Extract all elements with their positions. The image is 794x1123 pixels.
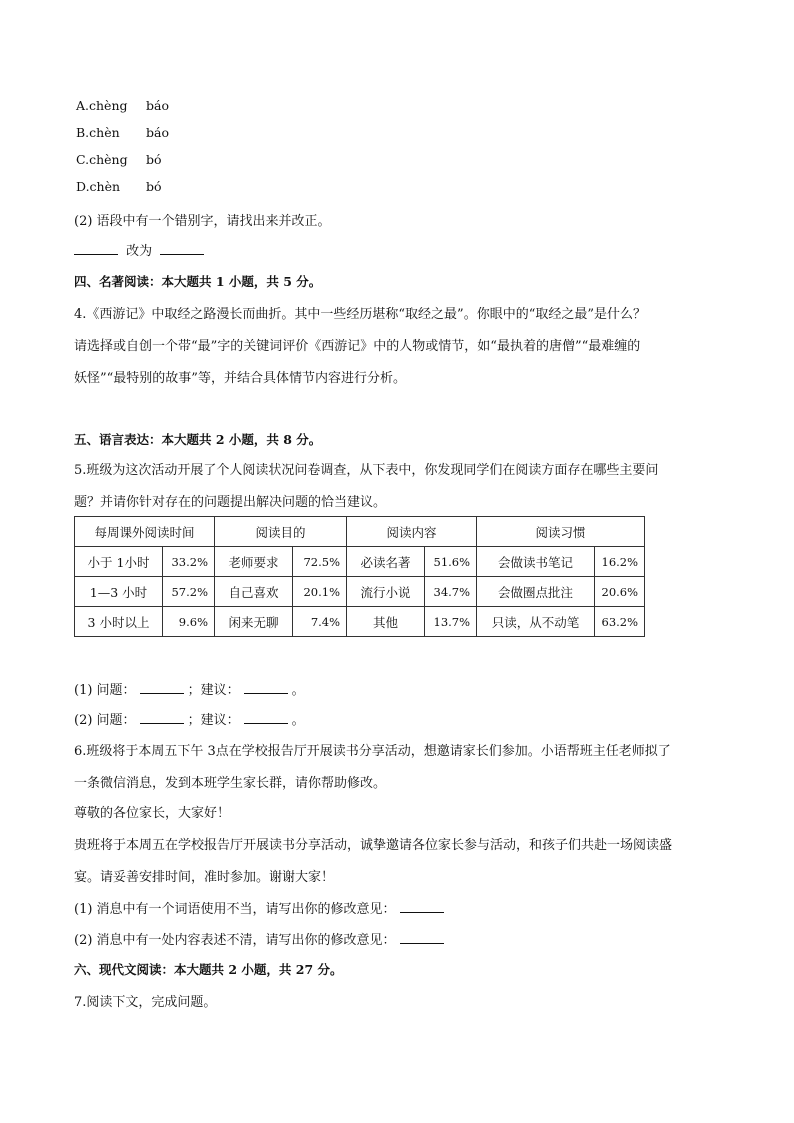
question-7: 7.阅读下文，完成问题。 bbox=[74, 995, 217, 1010]
suggestion-blank[interactable] bbox=[244, 681, 288, 694]
table-cell: 自己喜欢 bbox=[215, 577, 293, 607]
q5-1-end: 。 bbox=[291, 683, 305, 698]
table-cell: 16.2% bbox=[595, 547, 645, 577]
section-6-heading: 六、现代文阅读：本大题共 2 小题，共 27 分。 bbox=[74, 962, 343, 977]
question-6-line2: 一条微信消息，发到本班学生家长群，请你帮助修改。 bbox=[74, 776, 387, 791]
option-c-label: C.chèng bbox=[76, 152, 128, 167]
table-cell: 1—3 小时 bbox=[75, 577, 163, 607]
table-cell: 3 小时以上 bbox=[75, 607, 163, 637]
message-line1: 贵班将于本周五在学校报告厅开展读书分享活动，诚挚邀请各位家长参与活动，和孩子们共赴一场阅读盛 bbox=[74, 838, 673, 853]
question-4-line2: 请选择或自创一个带“最”字的关键词评价《西游记》中的人物或情节，如“最执着的唐僧”“最难缠的 bbox=[74, 339, 641, 354]
table-row bbox=[75, 607, 645, 637]
answer-blank[interactable] bbox=[160, 242, 204, 255]
table-header: 每周课外阅读时间 bbox=[75, 517, 215, 547]
q5-2-prefix: (2) 问题： bbox=[74, 713, 136, 728]
question-4-line1: 4.《西游记》中取经之路漫长而曲折。其中一些经历堪称“取经之最”。你眼中的“取经之最”是什么？ bbox=[74, 307, 646, 322]
table-cell: 63.2% bbox=[595, 607, 645, 637]
section-4-heading: 四、名著阅读：本大题共 1 小题，共 5 分。 bbox=[74, 274, 322, 289]
question-3-2-answer bbox=[74, 240, 208, 259]
table-cell: 会做读书笔记 bbox=[477, 547, 595, 577]
question-4-line3: 妖怪”“最特别的故事”等，并结合具体情节内容进行分析。 bbox=[74, 371, 406, 386]
q5-2-end: 。 bbox=[291, 713, 305, 728]
table-row bbox=[75, 577, 645, 607]
option-b-label: B.chèn bbox=[76, 125, 120, 140]
table-cell: 33.2% bbox=[163, 547, 215, 577]
problem-blank[interactable] bbox=[140, 681, 184, 694]
option-a bbox=[76, 98, 169, 113]
table-cell: 其他 bbox=[347, 607, 425, 637]
q5-1-prefix: (1) 问题： bbox=[74, 683, 136, 698]
table-cell: 会做圈点批注 bbox=[477, 577, 595, 607]
message-greeting: 尊敬的各位家长，大家好！ bbox=[74, 806, 231, 821]
q6-1-text: (1) 消息中有一个词语使用不当，请写出你的修改意见： bbox=[74, 902, 396, 917]
option-c-right: bó bbox=[146, 152, 162, 167]
table-cell: 72.5% bbox=[293, 547, 347, 577]
question-6-1 bbox=[74, 898, 448, 917]
table-cell: 老师要求 bbox=[215, 547, 293, 577]
problem-blank[interactable] bbox=[140, 711, 184, 724]
section-5-heading: 五、语言表达：本大题共 2 小题，共 8 分。 bbox=[74, 432, 322, 447]
option-b-right: báo bbox=[146, 125, 169, 140]
option-b bbox=[76, 125, 169, 140]
table-header: 阅读习惯 bbox=[477, 517, 645, 547]
table-cell: 闲来无聊 bbox=[215, 607, 293, 637]
table-cell: 7.4% bbox=[293, 607, 347, 637]
option-d-label: D.chèn bbox=[76, 179, 121, 194]
q5-2-suggest: ；建议： bbox=[187, 713, 240, 728]
question-5-line1: 5.班级为这次活动开展了个人阅读状况问卷调查，从下表中，你发现同学们在阅读方面存在哪些主要问 bbox=[74, 463, 659, 478]
table-header-row bbox=[75, 517, 645, 547]
option-a-right: báo bbox=[146, 98, 169, 113]
table-cell: 57.2% bbox=[163, 577, 215, 607]
q6-2-text: (2) 消息中有一处内容表述不清，请写出你的修改意见： bbox=[74, 933, 396, 948]
option-d bbox=[76, 179, 162, 194]
table-cell: 20.6% bbox=[595, 577, 645, 607]
question-5-line2: 题？并请你针对存在的问题提出解决问题的恰当建议。 bbox=[74, 495, 387, 510]
option-a-label: A.chèng bbox=[76, 98, 128, 113]
table-cell: 13.7% bbox=[425, 607, 477, 637]
message-line2: 宴。请妥善安排时间，准时参加。谢谢大家！ bbox=[74, 870, 335, 885]
revision-blank[interactable] bbox=[400, 931, 444, 944]
table-header: 阅读内容 bbox=[347, 517, 477, 547]
table-cell: 20.1% bbox=[293, 577, 347, 607]
question-6-line1: 6.班级将于本周五下午 3点在学校报告厅开展读书分享活动，想邀请家长们参加。小语帮班主任老师拟了 bbox=[74, 744, 671, 759]
question-3-2: (2) 语段中有一个错别字，请找出来并改正。 bbox=[74, 214, 331, 229]
survey-table bbox=[74, 516, 645, 637]
question-6-2 bbox=[74, 929, 448, 948]
option-c bbox=[76, 152, 162, 167]
table-cell: 只读，从不动笔 bbox=[477, 607, 595, 637]
table-cell: 小于 1小时 bbox=[75, 547, 163, 577]
answer-mid-text: 改为 bbox=[126, 244, 153, 259]
table-cell: 必读名著 bbox=[347, 547, 425, 577]
table-cell: 9.6% bbox=[163, 607, 215, 637]
answer-blank[interactable] bbox=[74, 242, 118, 255]
suggestion-blank[interactable] bbox=[244, 711, 288, 724]
table-cell: 流行小说 bbox=[347, 577, 425, 607]
table-header: 阅读目的 bbox=[215, 517, 347, 547]
question-5-1 bbox=[74, 679, 305, 698]
table-cell: 51.6% bbox=[425, 547, 477, 577]
q5-1-suggest: ；建议： bbox=[187, 683, 240, 698]
table-cell: 34.7% bbox=[425, 577, 477, 607]
option-d-right: bó bbox=[146, 179, 162, 194]
question-5-2 bbox=[74, 709, 305, 728]
table-row bbox=[75, 547, 645, 577]
revision-blank[interactable] bbox=[400, 900, 444, 913]
